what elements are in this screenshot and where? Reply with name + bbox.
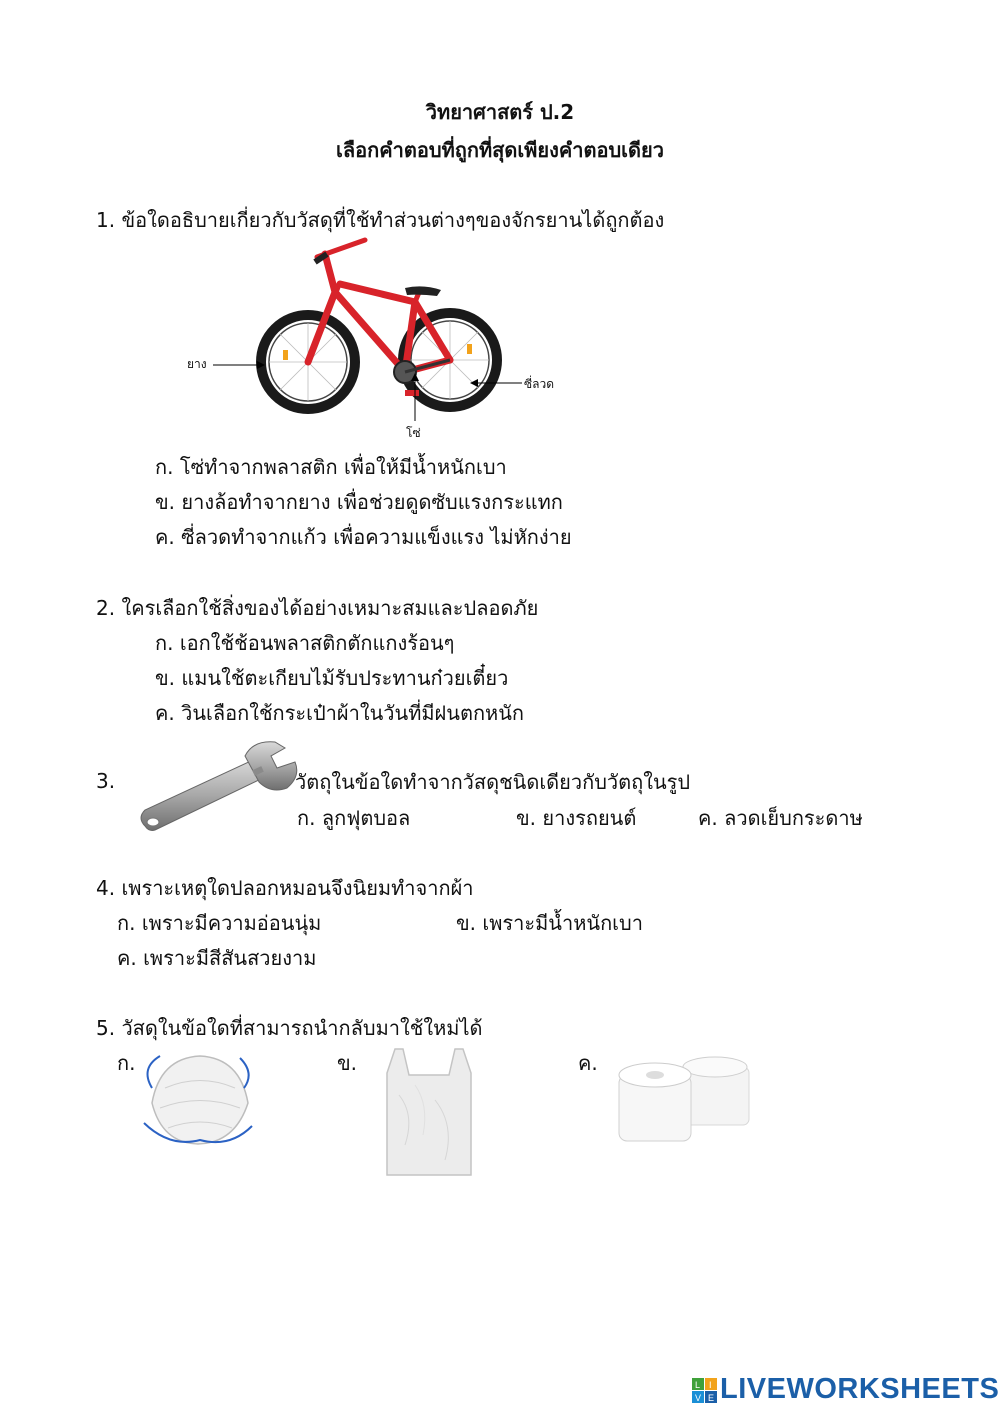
q5-choice-a[interactable]: ก.: [117, 1051, 136, 1075]
question-1-text: 1. ข้อใดอธิบายเกี่ยวกับวัสดุที่ใช้ทำส่วนต่างๆของจักรยานได้ถูกต้อง: [96, 208, 665, 232]
tissue-roll-icon[interactable]: [615, 1055, 760, 1145]
logo-letter-v: V: [695, 1393, 702, 1403]
plastic-bag-icon[interactable]: [385, 1045, 473, 1177]
logo-letter-i: I: [709, 1380, 712, 1390]
tire-arrow-icon: [213, 360, 265, 370]
q3-choice-b[interactable]: ข. ยางรถยนต์: [516, 806, 637, 830]
face-mask-icon[interactable]: [140, 1048, 255, 1153]
tire-label: ยาง: [187, 357, 207, 371]
spoke-arrow-icon: [470, 378, 522, 388]
spoke-label: ซี่ลวด: [524, 377, 555, 391]
chain-label: โซ่: [406, 426, 421, 440]
q4-choice-a[interactable]: ก. เพราะมีความอ่อนนุ่ม: [117, 911, 322, 935]
q1-choice-b[interactable]: ข. ยางล้อทำจากยาง เพื่อช่วยดูดซับแรงกระแทก: [155, 490, 563, 514]
liveworksheets-brand[interactable]: LIVEWORKSHEETS: [720, 1373, 1000, 1405]
bicycle-icon: [255, 232, 505, 427]
question-5-text: 5. วัสดุในข้อใดที่สามารถนำกลับมาใช้ใหม่ได้: [96, 1016, 483, 1040]
q3-choice-c[interactable]: ค. ลวดเย็บกระดาษ: [698, 806, 863, 830]
logo-letter-e: E: [708, 1393, 715, 1403]
q1-choice-c[interactable]: ค. ซี่ลวดทำจากแก้ว เพื่อความแข็งแรง ไม่หักง่าย: [155, 525, 572, 549]
question-3-text: วัตถุในข้อใดทำจากวัสดุชนิดเดียวกับวัตถุในรูป: [295, 770, 691, 794]
worksheet-instruction: เลือกคำตอบที่ถูกที่สุดเพียงคำตอบเดียว: [336, 138, 664, 162]
chain-arrow-icon: [410, 373, 420, 421]
question-3-number: 3.: [96, 769, 116, 793]
wrench-icon: [135, 738, 310, 838]
q2-choice-b[interactable]: ข. แมนใช้ตะเกียบไม้รับประทานก๋วยเตี๋ยว: [155, 666, 509, 690]
q2-choice-a[interactable]: ก. เอกใช้ช้อนพลาสติกตักแกงร้อนๆ: [155, 631, 455, 655]
q5-choice-b[interactable]: ข.: [337, 1051, 358, 1075]
logo-letter-l: L: [695, 1380, 701, 1390]
liveworksheets-logo-icon: [692, 1378, 718, 1404]
question-4-text: 4. เพราะเหตุใดปลอกหมอนจึงนิยมทำจากผ้า: [96, 876, 474, 900]
q4-choice-c[interactable]: ค. เพราะมีสีสันสวยงาม: [117, 946, 317, 970]
q1-choice-a[interactable]: ก. โซ่ทำจากพลาสติก เพื่อให้มีน้ำหนักเบา: [155, 455, 507, 479]
question-2-text: 2. ใครเลือกใช้สิ่งของได้อย่างเหมาะสมและปลอดภัย: [96, 596, 539, 620]
worksheet-title: วิทยาศาสตร์ ป.2: [425, 100, 575, 124]
q3-choice-a[interactable]: ก. ลูกฟุตบอล: [297, 806, 411, 830]
q5-choice-c[interactable]: ค.: [578, 1051, 598, 1075]
q2-choice-c[interactable]: ค. วินเลือกใช้กระเป๋าผ้าในวันที่มีฝนตกหนัก: [155, 701, 525, 725]
q4-choice-b[interactable]: ข. เพราะมีน้ำหนักเบา: [456, 911, 643, 935]
